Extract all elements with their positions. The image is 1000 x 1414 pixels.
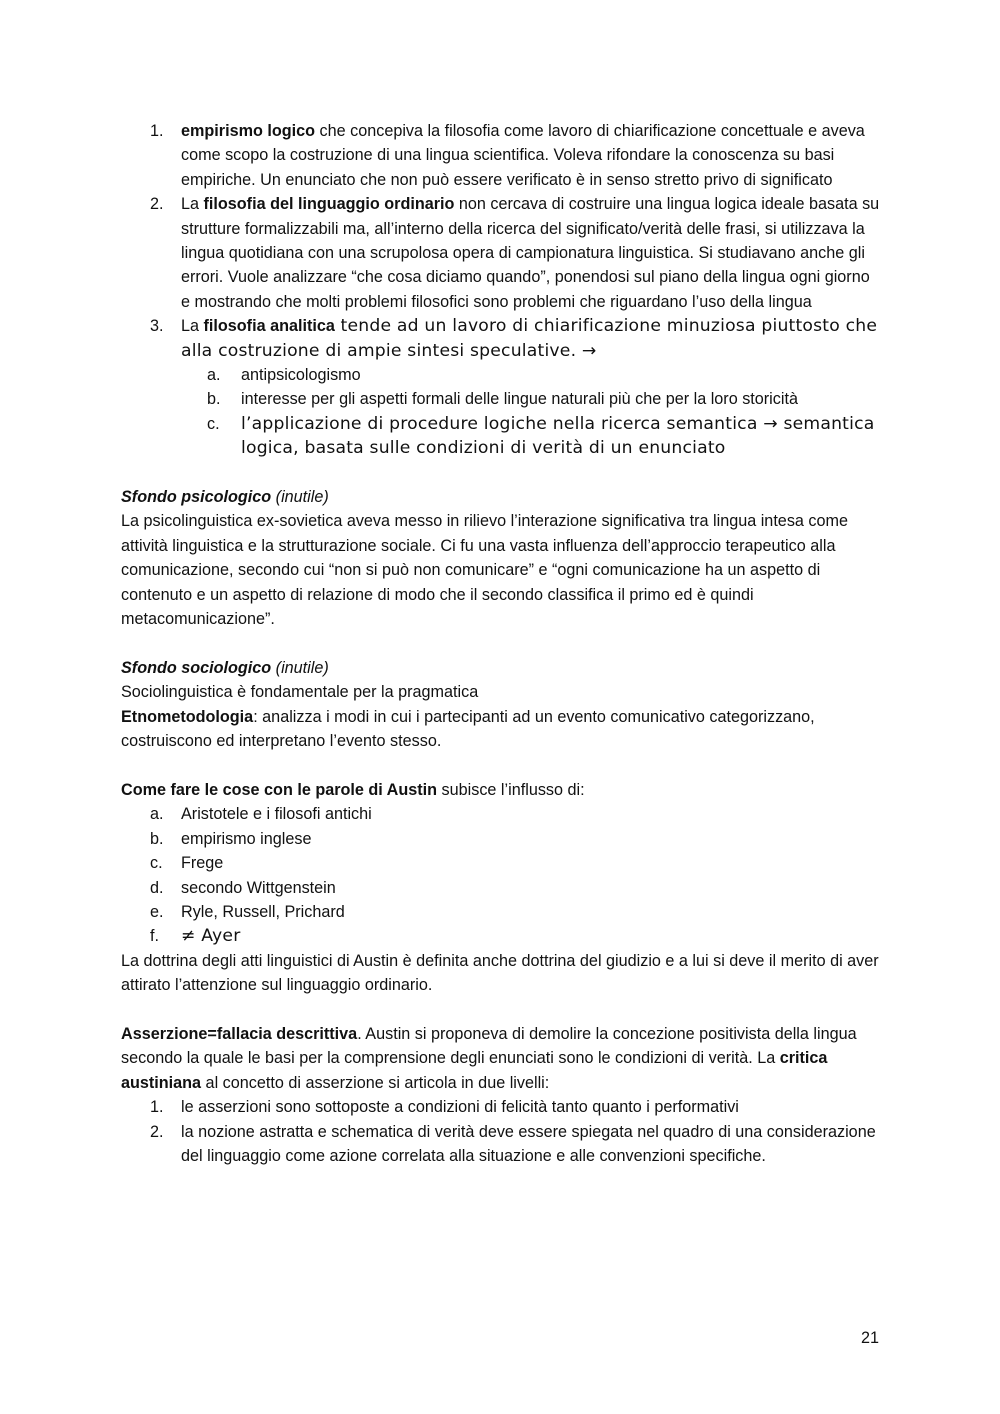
- paragraph-text: : analizza i modi in cui i partecipanti ad un evento comunicativo categorizzano, costruiscono ed interpretano l’evento stesso.: [121, 707, 815, 751]
- bold-term: empirismo logico: [181, 122, 316, 140]
- item-text: Ryle, Russell, Prichard: [181, 902, 345, 921]
- list-item: [121, 192, 881, 314]
- item-text: Aristotele e i filosofi antichi: [181, 805, 372, 824]
- sublist-letter: a.: [207, 366, 221, 385]
- sublist-item: [181, 412, 881, 461]
- bold-term: Asserzione=fallacia descrittiva: [121, 1024, 358, 1043]
- list-item: [121, 802, 881, 826]
- heading-note: (inutile): [271, 488, 329, 507]
- list-item: [121, 314, 881, 460]
- spacer: [121, 998, 881, 1022]
- paragraph-text: . Austin si proponeva di demolire la concezione positivista della lingua secondo la quale le basi per la comprensione degli enunciati sono le condizioni di verità. La: [121, 1024, 857, 1068]
- list-item: [121, 1095, 881, 1119]
- list-number: 2.: [150, 195, 164, 214]
- bold-term: Etnometodologia: [121, 707, 254, 726]
- list-number: 2.: [150, 1122, 164, 1141]
- paragraph-text: al concetto di asserzione si articola in due livelli:: [201, 1073, 550, 1092]
- list-item: [121, 1120, 881, 1169]
- heading-text: Sfondo sociologico: [121, 658, 272, 677]
- paragraph-austin-doctrine: La dottrina degli atti linguistici di Austin è definita anche dottrina del giudizio e a lui si deve il merito di aver attirato l’attenzione sul linguaggio ordinario.: [121, 951, 879, 995]
- heading-text: Sfondo psicologico: [121, 488, 272, 507]
- list-letter: c.: [150, 854, 163, 873]
- paragraph-sociolinguistica: Sociolinguistica è fondamentale per la pragmatica: [121, 683, 479, 702]
- sublist-item: [181, 387, 881, 411]
- sublist-text: antipsicologismo: [241, 366, 361, 385]
- list-letter: d.: [150, 878, 164, 897]
- list-letter: f.: [150, 927, 159, 946]
- list-number: 1.: [150, 1098, 164, 1117]
- list-item: [121, 827, 881, 851]
- bold-term: Come fare le cose con le parole di Austin: [121, 780, 438, 799]
- spacer: [121, 754, 881, 778]
- spacer: [121, 632, 881, 656]
- item-text: tende ad un lavoro di chiarificazione minuziosa piuttosto che alla costruzione di ampie sintesi speculative. →: [181, 316, 878, 361]
- sublist-letter: c.: [207, 414, 220, 433]
- item-text: le asserzioni sono sottoposte a condizioni di felicità tanto quanto i performativi: [181, 1098, 739, 1117]
- sublist-item: [181, 363, 881, 387]
- sublist-text: interesse per gli aspetti formali delle lingue naturali più che per la loro storicità: [241, 390, 798, 409]
- item-text: secondo Wittgenstein: [181, 878, 336, 897]
- spacer: [121, 461, 881, 485]
- item-text: Frege: [181, 854, 224, 873]
- sublist-text: l’applicazione di procedure logiche nella ricerca semantica → semantica logica, basata sulle condizioni di verità di un enunciato: [241, 413, 875, 459]
- paragraph-text: subisce l’influsso di:: [437, 780, 585, 799]
- item-text: la nozione astratta e schematica di verità deve essere spiegata nel quadro di una considerazione del linguaggio come azione correlata alla situazione e alle convenzioni specifiche.: [181, 1122, 876, 1165]
- section-heading-psicologico: [121, 485, 881, 509]
- austin-intro: [121, 778, 881, 802]
- list-letter: e.: [150, 902, 164, 921]
- item-text: ≠ Ayer: [181, 926, 241, 947]
- bold-term: filosofia del linguaggio ordinario: [203, 195, 455, 214]
- list-item: [121, 924, 881, 948]
- list-letter: a.: [150, 805, 164, 824]
- list-letter: b.: [150, 829, 164, 848]
- list-item: [121, 876, 881, 900]
- critique-levels-list: [121, 1095, 881, 1168]
- list-item: [121, 900, 881, 924]
- sublist-letter: b.: [207, 390, 221, 409]
- heading-note: (inutile): [271, 658, 329, 677]
- schools-list: [121, 119, 881, 461]
- section-heading-sociologico: [121, 656, 881, 680]
- bold-term: filosofia analitica: [203, 317, 335, 336]
- page-number: 21: [860, 1329, 879, 1347]
- item-prefix: La: [181, 317, 204, 336]
- list-number: 1.: [150, 122, 164, 140]
- item-prefix: La: [181, 195, 204, 214]
- list-item: [121, 119, 881, 192]
- item-text: empirismo inglese: [181, 829, 312, 848]
- influences-list: [121, 802, 881, 948]
- bold-term: critica austiniana: [121, 1049, 828, 1092]
- analytic-features-list: [181, 363, 881, 461]
- list-number: 3.: [150, 317, 164, 336]
- list-item: [121, 851, 881, 875]
- paragraph-asserzione: [121, 1022, 881, 1095]
- item-text: non cercava di costruire una lingua logica ideale basata su strutture formalizzabili ma, all’interno della ricerca del significato/verità delle frasi, si utilizzava la lingua quotidiana con una scrupolosa opera di campionatura linguistica. Si studiavano anche gli errori. Vuole analizzare “che cosa diciamo quando”, ponendosi sul piano della lingua ogni giorno e mostrando che molti problemi filosofici sono problemi che riguardano l’uso della lingua: [181, 195, 880, 311]
- item-text: che concepiva la filosofia come lavoro di chiarificazione concettuale e aveva come scopo la costruzione di una lingua scientifica. Voleva rifondare la conoscenza su basi empiriche. Un enunciato che non può essere verificato è in senso stretto privo di significato: [181, 122, 865, 189]
- paragraph-etnometodologia: [121, 705, 881, 754]
- page-content: [121, 119, 881, 1168]
- paragraph-psicologico: La psicolinguistica ex-sovietica aveva messo in rilievo l’interazione significativa tra lingua intesa come attività linguistica e la strutturazione sociale. Ci fu una vasta influenza dell’approccio terapeutico alla comunicazione, secondo cui “non si può non comunicare” e “ogni comunicazione ha un aspetto di contenuto e un aspetto di relazione di modo che il secondo classifica il primo ed è quindi metacomunicazione”.: [121, 512, 848, 629]
